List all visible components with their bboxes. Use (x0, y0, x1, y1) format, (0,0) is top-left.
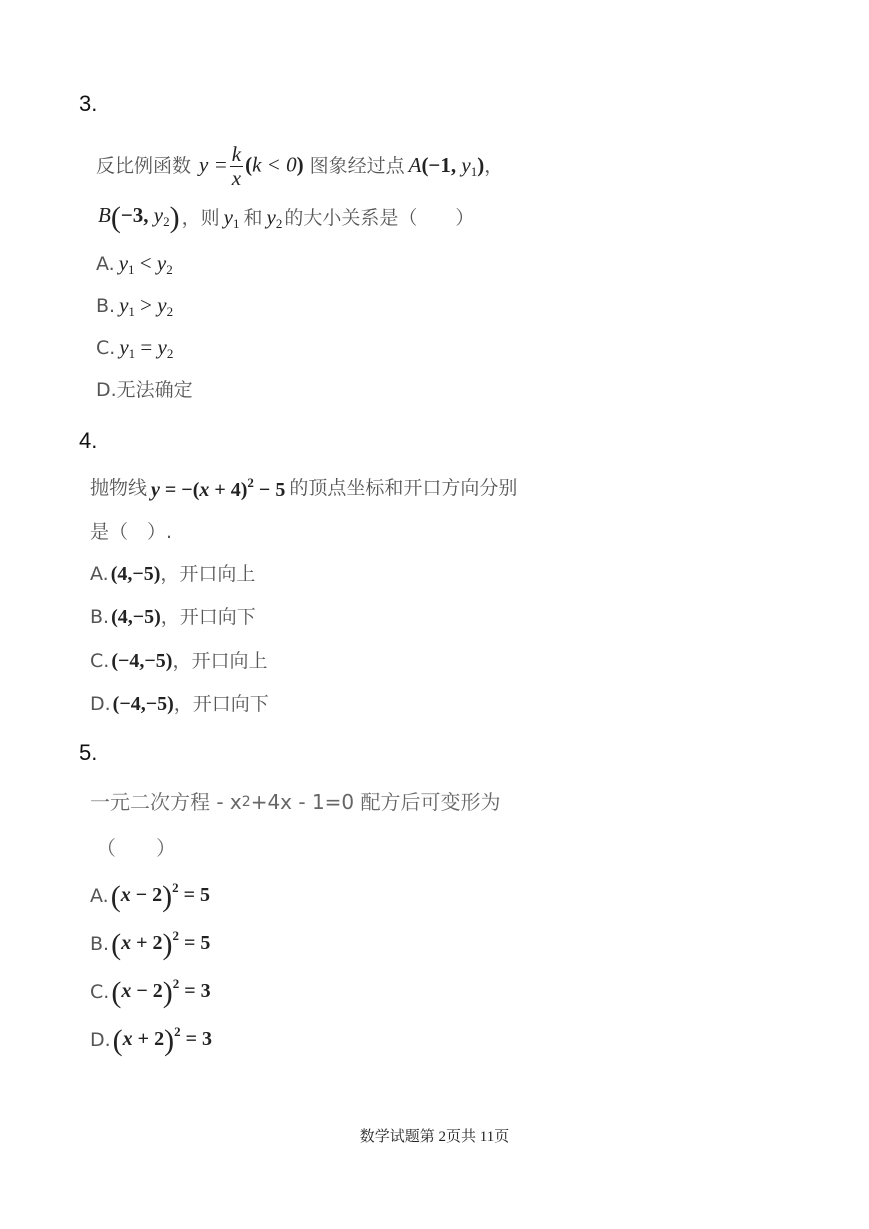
option-a[interactable] (96, 250, 173, 278)
formula-point-a: A(−1, $y_1$) (408, 152, 485, 179)
option-label: B. (90, 932, 110, 955)
option-text: ，开口向上 (172, 649, 268, 672)
option-formula: $(x - 2)^2 = 5$ (110, 879, 211, 913)
formula-inverse-function: y = $\frac{k}{x}$ (k < 0) (199, 141, 304, 190)
option-text: ，开口向上 (160, 562, 256, 585)
stem-superscript: 2 (241, 794, 251, 810)
stem-text: ，则 (181, 206, 220, 229)
option-formula: (4,−5) (110, 563, 161, 585)
formula-parabola: $y = -(x + 4)^2 - 5$ (151, 475, 286, 501)
option-c[interactable] (90, 647, 267, 675)
option-label: D. (90, 692, 111, 715)
option-formula: $y_1 < y_2$ (118, 250, 173, 277)
option-label: D. (96, 378, 117, 401)
option-formula: (−4,−5) (111, 650, 173, 672)
option-formula: (4,−5) (111, 606, 161, 628)
stem-text: 是（ ）. (90, 520, 173, 543)
stem-text: 和 (243, 206, 263, 229)
option-text: ，开口向下 (160, 605, 256, 628)
option-formula: $(x + 2)^2 = 5$ (111, 927, 211, 961)
option-label: B. (96, 294, 116, 317)
question-stem (96, 142, 503, 190)
option-label: C. (90, 980, 110, 1003)
stem-text: 的顶点坐标和开口方向分别 (289, 476, 518, 499)
stem-text: 反比例函数 (96, 154, 192, 177)
option-formula: $y_1 > y_2$ (119, 292, 174, 319)
question-number: 5. (79, 740, 98, 765)
stem-text: ， (484, 154, 504, 177)
stem-text: （ ） (96, 836, 176, 860)
formula-point-b: B(−3, $y_2$) (98, 201, 180, 234)
question-stem (90, 788, 501, 816)
option-a[interactable] (90, 560, 255, 588)
option-text: ，开口向下 (173, 692, 269, 715)
option-d[interactable] (90, 690, 269, 718)
option-label: A. (90, 884, 109, 907)
option-formula: (−4,−5) (112, 693, 174, 715)
question-number: 4. (79, 428, 98, 453)
option-b[interactable] (90, 603, 256, 631)
option-label: A. (90, 562, 109, 585)
formula-y2: $y_2$ (266, 204, 283, 231)
stem-text: 的大小关系是（ ） (284, 206, 475, 229)
stem-text: 抛物线 (90, 476, 148, 499)
question-stem-line2 (90, 518, 172, 546)
option-label: A. (96, 252, 115, 275)
option-formula: $y_1 = y_2$ (119, 334, 174, 361)
option-d[interactable] (90, 1022, 212, 1058)
page-footer: 数学试题第 2页共 11页 (359, 1129, 510, 1145)
option-formula: $(x - 2)^2 = 3$ (111, 975, 211, 1009)
option-a[interactable] (90, 878, 210, 914)
option-c[interactable] (90, 974, 211, 1010)
option-label: C. (90, 649, 110, 672)
option-d[interactable] (96, 376, 193, 404)
option-formula: $(x + 2)^2 = 3$ (112, 1023, 212, 1057)
option-label: C. (96, 336, 116, 359)
question-stem-line2 (96, 834, 176, 862)
stem-text: +4x - 1=0 配方后可变形为 (250, 790, 501, 814)
stem-text: 图象经过点 (309, 154, 405, 177)
question-stem (90, 474, 517, 502)
option-c[interactable] (96, 334, 173, 362)
option-text: 无法确定 (116, 378, 193, 401)
option-b[interactable] (90, 926, 210, 962)
question-number: 3. (79, 91, 98, 116)
option-label: B. (90, 605, 110, 628)
option-label: D. (90, 1028, 111, 1051)
question-stem-line2 (98, 198, 474, 238)
option-b[interactable] (96, 292, 173, 320)
stem-text: 一元二次方程 - x (90, 790, 242, 814)
formula-y1: $y_1$ (223, 204, 240, 231)
